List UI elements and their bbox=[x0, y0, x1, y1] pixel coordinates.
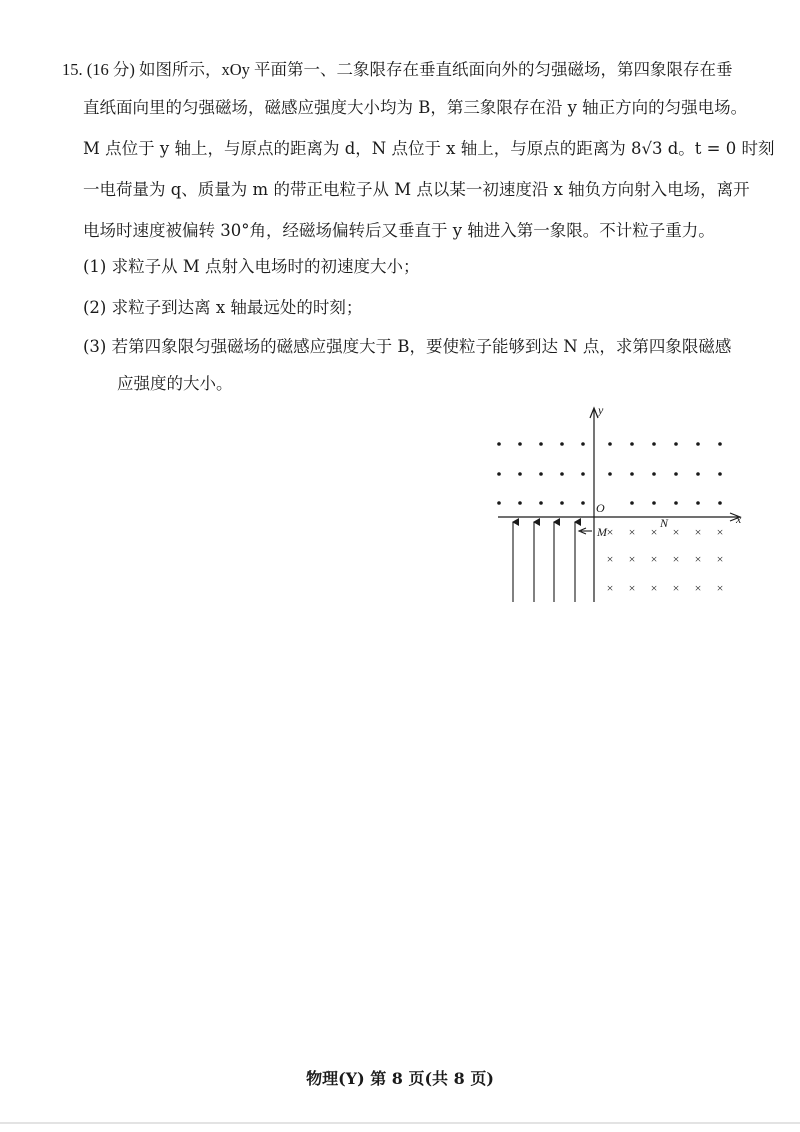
cross-mark: × bbox=[694, 581, 702, 595]
field-in-crosses bbox=[607, 525, 724, 595]
question-line-4: 一电荷量为 q、质量为 m 的带正电粒子从 M 点以某一初速度沿 x 轴负方向射入电场，离开 bbox=[83, 180, 750, 199]
cross-mark: × bbox=[628, 552, 636, 566]
origin-label: O bbox=[596, 501, 605, 515]
cross-mark: × bbox=[628, 525, 636, 539]
electric-field-lines bbox=[513, 522, 575, 602]
cross-mark: × bbox=[628, 581, 636, 595]
sub-question-2: (2) 求粒子到达离 x 轴最远处的时刻； bbox=[83, 298, 363, 317]
cross-mark: × bbox=[650, 581, 658, 595]
cross-mark: × bbox=[606, 525, 614, 539]
bottom-divider bbox=[0, 1122, 800, 1124]
field-out-dots bbox=[497, 442, 722, 505]
page-footer: 物理(Y) 第 8 页(共 8 页) bbox=[306, 1069, 494, 1088]
sub-question-3-cont: 应强度的大小。 bbox=[117, 374, 233, 393]
cross-mark: × bbox=[606, 581, 614, 595]
question-line-1: 15. (16 分) 如图所示，xOy 平面第一、二象限存在垂直纸面向外的匀强磁场，第四象限存在垂 bbox=[62, 60, 733, 79]
cross-mark: × bbox=[672, 581, 680, 595]
sub-question-3: (3) 若第四象限匀强磁场的磁感应强度大于 B，要使粒子能够到达 N 点，求第四象限磁感 bbox=[83, 337, 732, 356]
cross-mark: × bbox=[694, 552, 702, 566]
n-point-label: N bbox=[660, 516, 669, 530]
m-point-label: M bbox=[597, 525, 607, 539]
cross-mark: × bbox=[694, 525, 702, 539]
y-axis-label: y bbox=[598, 403, 604, 417]
question-line-5: 电场时速度被偏转 30°角，经磁场偏转后又垂直于 y 轴进入第一象限。不计粒子重力。 bbox=[83, 221, 715, 240]
cross-mark: × bbox=[606, 552, 614, 566]
cross-mark: × bbox=[650, 552, 658, 566]
cross-mark: × bbox=[672, 552, 680, 566]
cross-mark: × bbox=[716, 525, 724, 539]
cross-mark: × bbox=[716, 552, 724, 566]
cross-mark: × bbox=[672, 525, 680, 539]
cross-mark: × bbox=[650, 525, 658, 539]
x-axis-label: x bbox=[736, 512, 742, 526]
question-line-3: M 点位于 y 轴上，与原点的距离为 d，N 点位于 x 轴上，与原点的距离为 8√3 d。t = 0 时刻 bbox=[83, 139, 775, 158]
question-line-2: 直纸面向里的匀强磁场，磁感应强度大小均为 B，第三象限存在沿 y 轴正方向的匀强电场。 bbox=[83, 98, 748, 117]
cross-mark: × bbox=[716, 581, 724, 595]
sub-question-1: (1) 求粒子从 M 点射入电场时的初速度大小； bbox=[83, 257, 420, 276]
